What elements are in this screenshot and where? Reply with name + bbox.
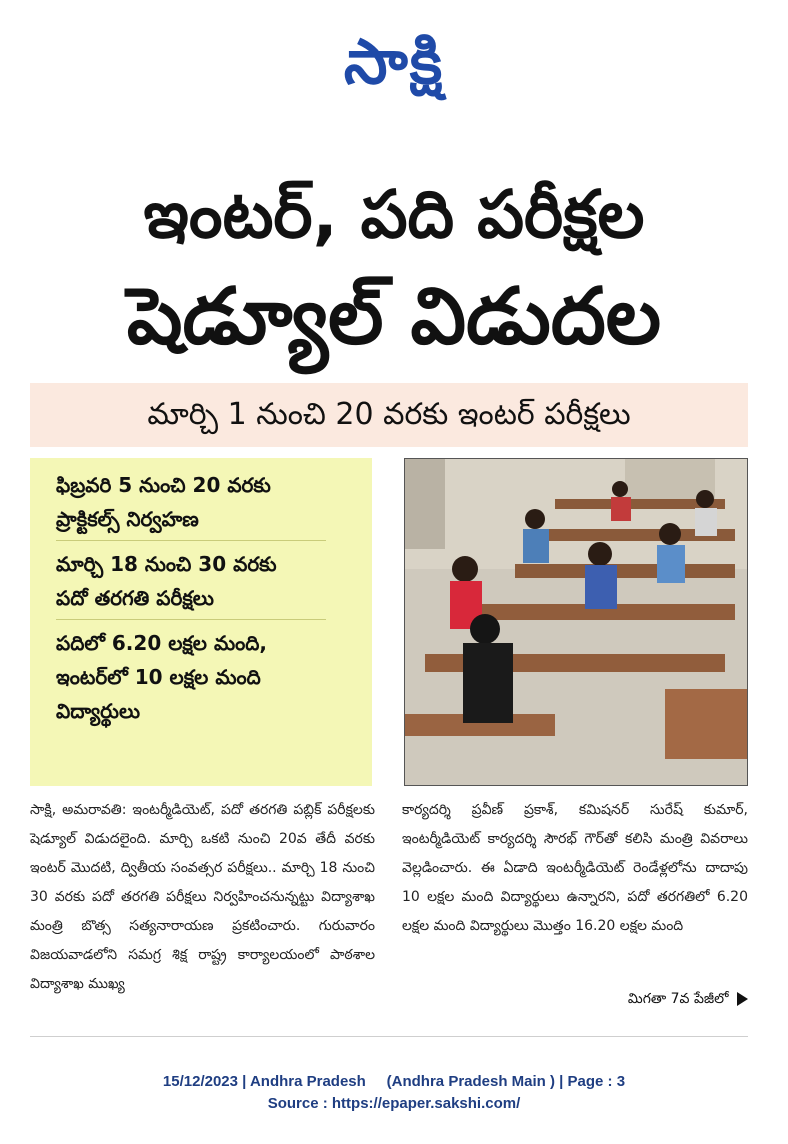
footer-source-link[interactable]: Source : https://epaper.sakshi.com/ <box>267 1095 521 1112</box>
headline-line-1: ఇంటర్, పది పరీక్షల <box>143 176 645 253</box>
highlight-practicals <box>56 468 358 536</box>
highlight-text: పదిలో 6.20 లక్షల మంది, <box>56 631 267 655</box>
play-arrow-icon <box>737 992 748 1006</box>
footer-dateline: 15/12/2023 | Andhra Pradesh (Andhra Pradesh Main ) | Page : 3 <box>162 1073 626 1090</box>
headline-line-2: షెడ్యూల్ విడుదల <box>126 272 662 362</box>
footer-divider <box>30 1036 748 1037</box>
highlight-tenth-exams <box>56 547 358 615</box>
highlights-box <box>30 458 372 786</box>
highlight-text: మార్చి 18 నుంచి 30 వరకు <box>56 552 277 576</box>
highlight-text: ఫిబ్రవరి 5 నుంచి 20 వరకు <box>56 473 271 497</box>
highlight-students-count <box>56 626 358 728</box>
article-column-right: కార్యదర్శి ప్రవీణ్ ప్రకాశ్, కమిషనర్ సురేష్ కుమార్, ఇంటర్మీడియెట్ కార్యదర్శి సౌరభ్ గౌర్‌తో కలిసి మంత్రి వివరాలు వెల్లడించారు. ఈ ఏడాది ఇంటర్మీడియెట్ రెండేళ్లలోను దాదాపు 10 లక్షల మంది విద్యార్థులు ఉన్నారని, పదో తరగతిలో 6.20 లక్షల మంది విద్యార్థులు మొత్తం 16.20 లక్షల మంది <box>402 802 748 934</box>
highlight-text: విద్యార్థులు <box>56 699 141 723</box>
continued-label: మిగతా 7వ పేజీలో <box>627 991 729 1007</box>
highlight-text: పదో తరగతి పరీక్షలు <box>56 586 214 610</box>
highlight-text: ప్రాక్టికల్స్ నిర్వహణ <box>56 507 199 531</box>
subheadline: మార్చి 1 నుంచి 20 వరకు ఇంటర్ పరీక్షలు <box>30 383 748 447</box>
divider <box>56 540 326 541</box>
continued-on-page-link[interactable] <box>560 988 748 1010</box>
exam-hall-photo <box>404 458 748 786</box>
exam-hall-illustration <box>405 459 748 786</box>
divider <box>56 619 326 620</box>
highlight-text: ఇంటర్‌లో 10 లక్షల మంది <box>56 665 261 689</box>
article-column-left: సాక్షి, అమరావతి: ఇంటర్మీడియెట్, పదో తరగతి పబ్లిక్ పరీక్షలకు షెడ్యూల్ విడుదలైంది. మార్చి ఒకటి నుంచి 20వ తేదీ వరకు ఇంటర్ మొదటి, ద్వితీయ సంవత్సర పరీక్షలు.. మార్చి 18 నుంచి 30 వరకు పదో తరగతి పరీక్షలు నిర్వహించనున్నట్టు విద్యాశాఖ మంత్రి బొత్స సత్యనారాయణ ప్రకటించారు. గురువారం విజయవాడలోని సమగ్ర శిక్ష రాష్ట్ర కార్యాలయంలో పాఠశాల విద్యాశాఖ ముఖ్య <box>30 802 375 992</box>
masthead-logo: సాక్షి <box>343 25 445 98</box>
